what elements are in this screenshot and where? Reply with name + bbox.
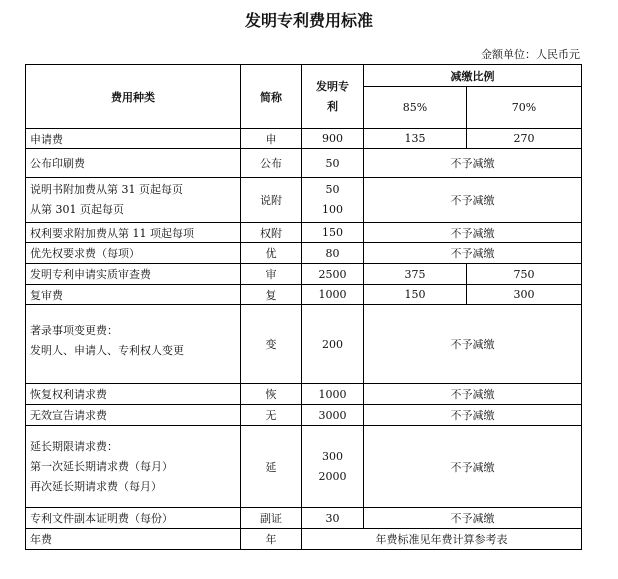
fee-name-line: 第一次延长期请求费（每月） bbox=[30, 459, 173, 473]
fee-amount: 900 bbox=[302, 129, 364, 149]
fee-abbr: 无 bbox=[241, 405, 302, 426]
table-row bbox=[26, 178, 582, 223]
fee-amount bbox=[302, 178, 364, 223]
reduced-70: 750 bbox=[467, 264, 582, 285]
annual-fee-note: 年费标准见年费计算参考表 bbox=[302, 529, 582, 550]
fee-name: 无效宣告请求费 bbox=[26, 405, 241, 426]
no-reduction-note: 不予减缴 bbox=[364, 508, 582, 529]
fee-amount-line: 300 bbox=[322, 449, 343, 463]
fee-name-line: 从第 301 页起每页 bbox=[30, 203, 124, 216]
fee-amount: 50 bbox=[302, 149, 364, 178]
no-reduction-note: 不予减缴 bbox=[364, 405, 582, 426]
fee-abbr: 申 bbox=[241, 129, 302, 149]
fee-amount: 200 bbox=[302, 305, 364, 384]
header-abbreviation: 简称 bbox=[241, 65, 302, 129]
table-row bbox=[26, 508, 582, 529]
fee-name-line: 著录事项变更费： bbox=[30, 324, 118, 337]
fee-amount: 30 bbox=[302, 508, 364, 529]
table-row bbox=[26, 149, 582, 178]
fee-name: 年费 bbox=[26, 529, 241, 550]
fee-amount-line: 2000 bbox=[318, 469, 347, 483]
no-reduction-note: 不予减缴 bbox=[364, 426, 582, 508]
fee-abbr: 恢 bbox=[241, 384, 302, 405]
table-row bbox=[26, 285, 582, 305]
table-row bbox=[26, 243, 582, 264]
fee-amount-line: 100 bbox=[322, 203, 343, 216]
no-reduction-note: 不予减缴 bbox=[364, 223, 582, 243]
table-row bbox=[26, 223, 582, 243]
fee-name: 权利要求附加费从第 11 项起每项 bbox=[26, 223, 241, 243]
fee-name-line: 延长期限请求费： bbox=[30, 439, 118, 453]
fee-name: 申请费 bbox=[26, 129, 241, 149]
fee-name: 复审费 bbox=[26, 285, 241, 305]
header-rate-85: 85% bbox=[364, 87, 467, 129]
fee-name-line: 发明人、申请人、专利权人变更 bbox=[30, 344, 184, 357]
fee-amount: 1000 bbox=[302, 285, 364, 305]
header-amount-line2: 利 bbox=[327, 99, 338, 113]
reduced-85: 135 bbox=[364, 129, 467, 149]
fee-name: 公布印刷费 bbox=[26, 149, 241, 178]
fee-name bbox=[26, 178, 241, 223]
table-row bbox=[26, 426, 582, 508]
fee-name bbox=[26, 426, 241, 508]
no-reduction-note: 不予减缴 bbox=[364, 305, 582, 384]
fee-abbr: 副证 bbox=[241, 508, 302, 529]
table-row bbox=[26, 305, 582, 384]
fee-abbr: 变 bbox=[241, 305, 302, 384]
fee-name: 优先权要求费（每项） bbox=[26, 243, 241, 264]
no-reduction-note: 不予减缴 bbox=[364, 384, 582, 405]
fee-amount: 150 bbox=[302, 223, 364, 243]
fee-abbr: 审 bbox=[241, 264, 302, 285]
fee-abbr: 复 bbox=[241, 285, 302, 305]
fee-amount: 1000 bbox=[302, 384, 364, 405]
no-reduction-note: 不予减缴 bbox=[364, 149, 582, 178]
fee-name: 专利文件副本证明费（每份） bbox=[26, 508, 241, 529]
fee-abbr: 优 bbox=[241, 243, 302, 264]
fee-amount: 2500 bbox=[302, 264, 364, 285]
reduced-70: 270 bbox=[467, 129, 582, 149]
table-row bbox=[26, 264, 582, 285]
fee-table bbox=[25, 64, 582, 550]
fee-name: 恢复权利请求费 bbox=[26, 384, 241, 405]
header-invention-patent bbox=[302, 65, 364, 129]
currency-unit-note: 金额单位：人民币元 bbox=[481, 48, 580, 61]
fee-abbr: 说附 bbox=[241, 178, 302, 223]
fee-name: 发明专利申请实质审查费 bbox=[26, 264, 241, 285]
header-amount-line1: 发明专 bbox=[316, 79, 349, 93]
table-row bbox=[26, 529, 582, 550]
no-reduction-note: 不予减缴 bbox=[364, 178, 582, 223]
fee-name bbox=[26, 305, 241, 384]
no-reduction-note: 不予减缴 bbox=[364, 243, 582, 264]
fee-abbr: 权附 bbox=[241, 223, 302, 243]
page-title: 发明专利费用标准 bbox=[244, 11, 373, 30]
fee-amount: 80 bbox=[302, 243, 364, 264]
header-reduction-ratio: 减缴比例 bbox=[364, 65, 582, 87]
fee-name-line: 再次延长期请求费（每月） bbox=[30, 479, 162, 493]
fee-amount-line: 50 bbox=[325, 183, 340, 196]
fee-abbr: 延 bbox=[241, 426, 302, 508]
fee-amount: 3000 bbox=[302, 405, 364, 426]
fee-abbr: 年 bbox=[241, 529, 302, 550]
reduced-85: 150 bbox=[364, 285, 467, 305]
fee-name-line: 说明书附加费从第 31 页起每页 bbox=[30, 183, 183, 196]
header-rate-70: 70% bbox=[467, 87, 582, 129]
reduced-85: 375 bbox=[364, 264, 467, 285]
header-fee-type: 费用种类 bbox=[26, 65, 241, 129]
table-row bbox=[26, 405, 582, 426]
table-row bbox=[26, 129, 582, 149]
reduced-70: 300 bbox=[467, 285, 582, 305]
table-row bbox=[26, 384, 582, 405]
fee-amount bbox=[302, 426, 364, 508]
fee-abbr: 公布 bbox=[241, 149, 302, 178]
